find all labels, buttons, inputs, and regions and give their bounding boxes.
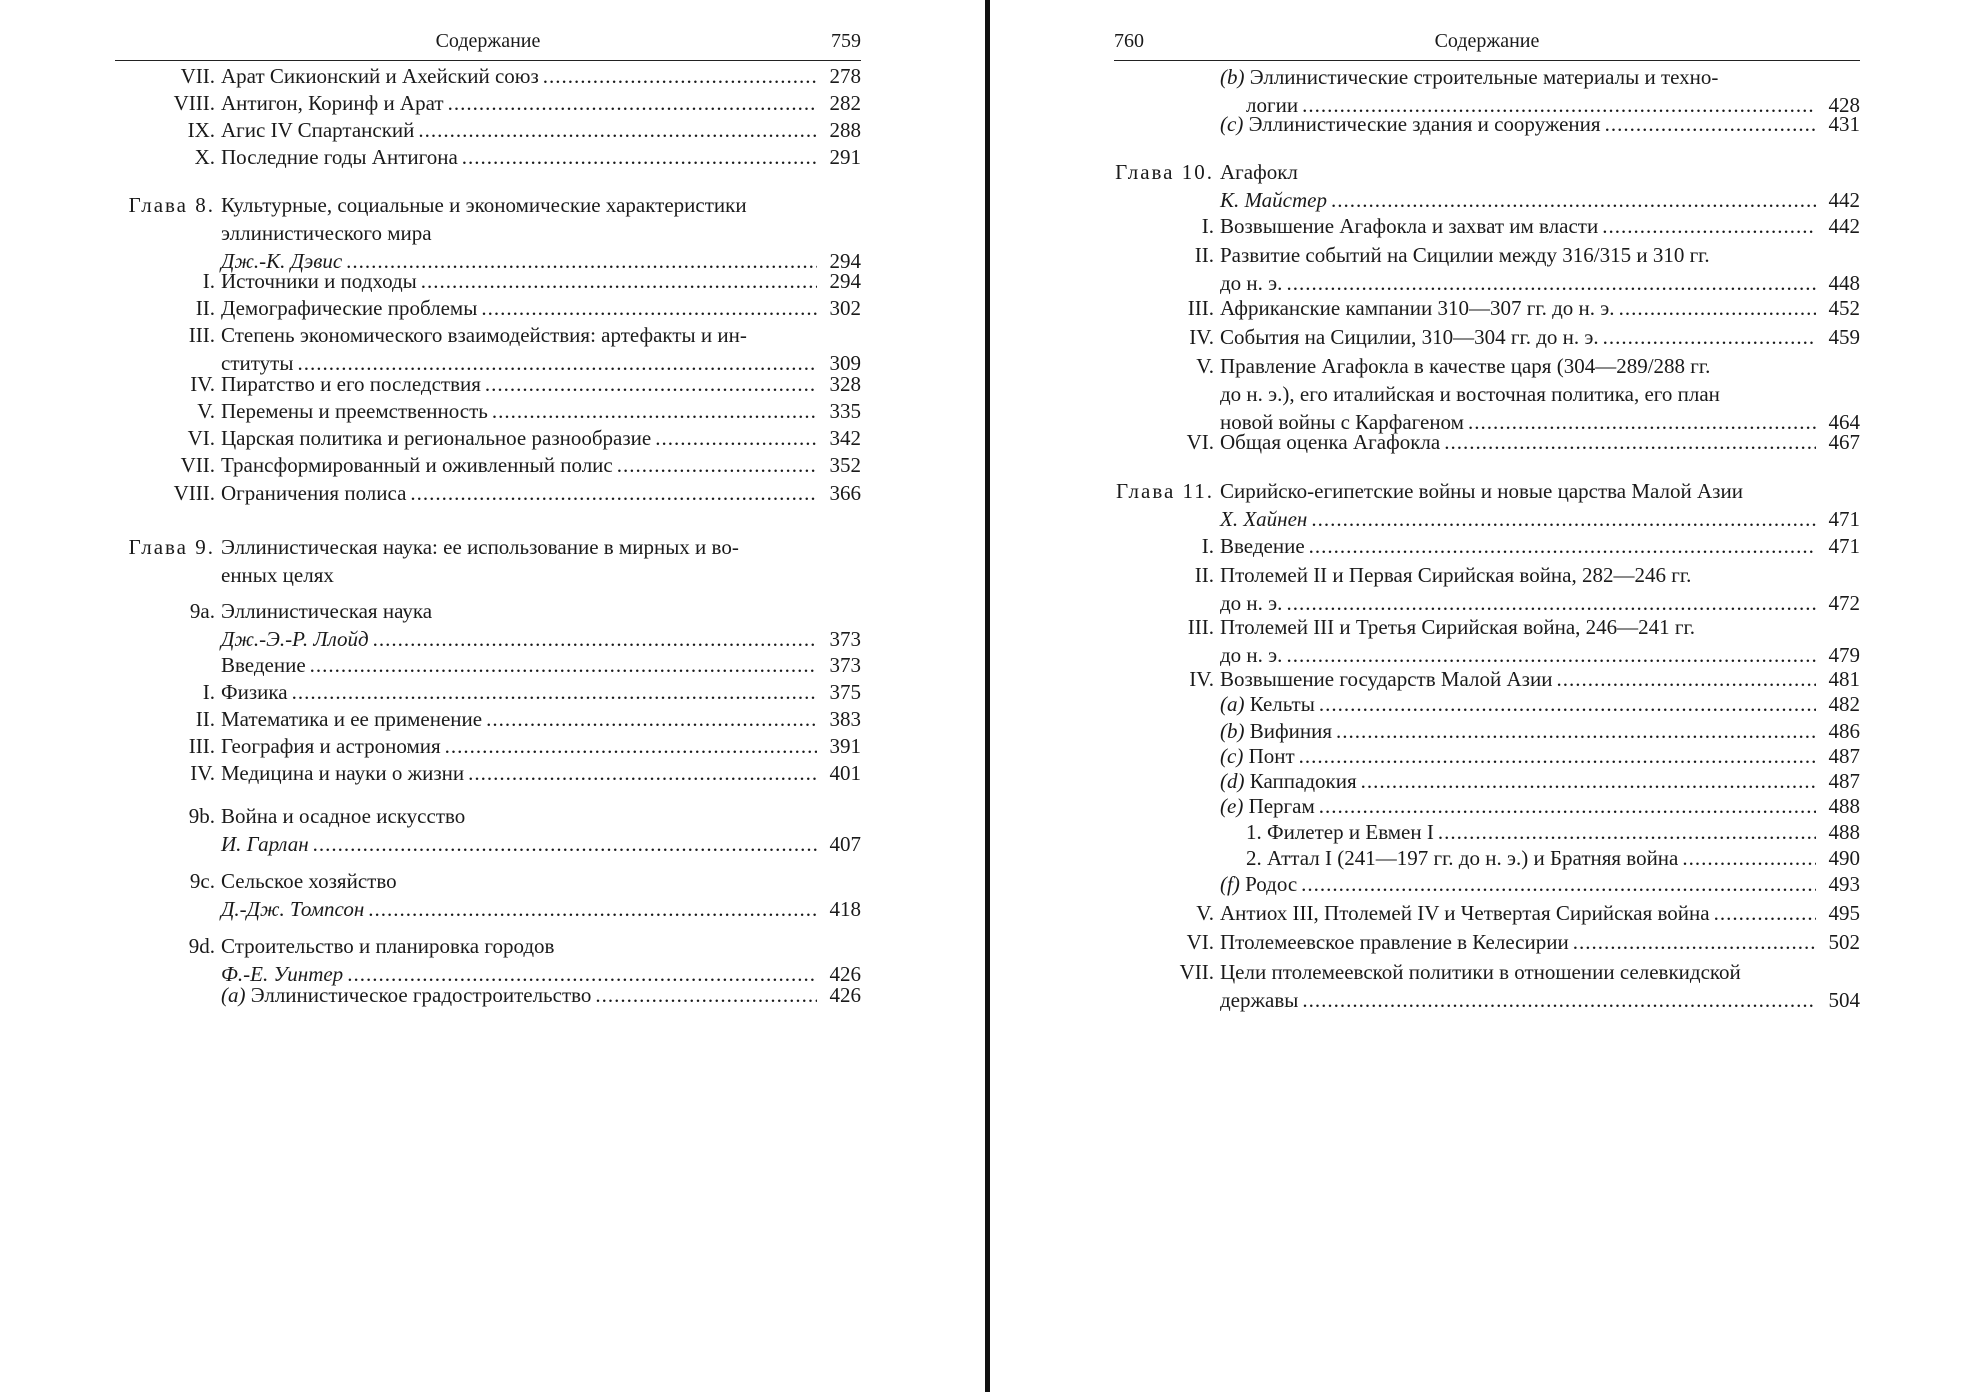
dot-leader <box>1573 928 1816 956</box>
toc-entry-sublabel: (d) <box>1220 769 1245 793</box>
toc-entry-title: эллинистического мира <box>221 221 432 245</box>
toc-entry-title: Антигон, Коринф и Арат <box>221 91 444 115</box>
toc-entry-label: 9c. <box>189 869 215 893</box>
toc-page-number: 442 <box>1828 188 1860 212</box>
toc-entry-title: Источники и подходы <box>221 269 417 293</box>
dot-leader <box>655 424 817 452</box>
toc-entry-title: енных целях <box>221 563 334 587</box>
dot-leader <box>1319 792 1816 820</box>
toc-entry-label: II. <box>195 707 215 731</box>
toc-page-number: 401 <box>829 761 861 785</box>
dot-leader <box>1602 212 1816 240</box>
toc-entry-label: Глава 11. <box>1115 479 1214 503</box>
toc-entry-label: X. <box>194 145 215 169</box>
toc-page-number: 464 <box>1828 410 1860 434</box>
dot-leader <box>1309 532 1816 560</box>
dot-leader <box>617 451 817 479</box>
toc-entry-title: Перемены и преемственность <box>221 399 488 423</box>
toc-entry-label: VI. <box>1186 430 1214 454</box>
dot-leader <box>462 143 817 171</box>
toc-entry-label: VI. <box>187 426 215 450</box>
toc-page-number: 495 <box>1828 901 1860 925</box>
toc-entry-title: (d) Каппадокия <box>1220 769 1357 793</box>
toc-page-number: 471 <box>1828 534 1860 558</box>
toc-page-number: 375 <box>829 680 861 704</box>
dot-leader <box>1444 428 1816 456</box>
toc-entry-label: 9d. <box>188 934 215 958</box>
dot-leader <box>418 116 817 144</box>
toc-entry-label: VIII. <box>173 91 215 115</box>
dot-leader <box>1311 505 1816 533</box>
toc-entry-title: Война и осадное искусство <box>221 804 466 828</box>
toc-entry-title: державы <box>1220 988 1299 1012</box>
dot-leader <box>468 759 817 787</box>
toc-entry-label: III. <box>188 734 215 758</box>
toc-entry-title: Введение <box>1220 534 1305 558</box>
toc-entry-title: Антиох III, Птолемей IV и Четвертая Сирийская война <box>1220 901 1710 925</box>
toc-entry-title: (c) Эллинистические здания и сооружения <box>1220 112 1601 136</box>
toc-page-number: 493 <box>1828 872 1860 896</box>
dot-leader <box>1619 294 1816 322</box>
dot-leader <box>1605 110 1816 138</box>
toc-entry-author: Дж.-К. Дэвис <box>221 249 343 273</box>
toc-page-number: 373 <box>829 627 861 651</box>
toc-page-number: 278 <box>829 64 861 88</box>
toc-entry-label: VII. <box>180 64 215 88</box>
toc-page-number: 294 <box>829 269 861 293</box>
toc-entry-title: логии <box>1246 93 1299 117</box>
toc-entry-author: Дж.-Э.-Р. Ллойд <box>221 627 369 651</box>
toc-entry-title: Пиратство и его последствия <box>221 372 481 396</box>
toc-entry-title: Медицина и науки о жизни <box>221 761 465 785</box>
dot-leader <box>448 89 817 117</box>
toc-entry-sublabel: (a) <box>221 983 246 1007</box>
dot-leader <box>1331 186 1816 214</box>
toc-entry-label: IV. <box>1189 667 1214 691</box>
dot-leader <box>1438 818 1816 846</box>
toc-entry-title: до н. э. <box>1220 643 1283 667</box>
toc-entry-sublabel: (b) <box>1220 65 1245 89</box>
toc-entry-author: Д.-Дж. Томпсон <box>221 897 365 921</box>
toc-page-number: 482 <box>1828 692 1860 716</box>
header-title: Содержание <box>435 30 541 52</box>
dot-leader <box>595 981 817 1009</box>
dot-leader <box>1286 269 1816 297</box>
toc-page-number: 335 <box>829 399 861 423</box>
toc-entry-title: Африканские кампании 310—307 гг. до н. э. <box>1220 296 1615 320</box>
toc-entry-label: I. <box>1201 214 1214 238</box>
toc-entry-title: ституты <box>221 351 294 375</box>
dot-leader <box>1299 742 1816 770</box>
toc-entry-title: Эллинистическая наука <box>221 599 433 623</box>
toc-entry-title: Ограничения полиса <box>221 481 407 505</box>
toc-page-number: 472 <box>1828 591 1860 615</box>
toc-entry-label: IX. <box>187 118 215 142</box>
toc-page-number: 294 <box>829 249 861 273</box>
toc-page-number: 383 <box>829 707 861 731</box>
toc-page-number: 479 <box>1828 643 1860 667</box>
toc-entry-label: V. <box>1196 901 1214 925</box>
dot-leader <box>313 830 817 858</box>
toc-entry-sublabel: (f) <box>1220 872 1240 896</box>
dot-leader <box>445 732 817 760</box>
toc-page-number: 471 <box>1828 507 1860 531</box>
dot-leader <box>368 895 817 923</box>
running-header <box>115 26 861 61</box>
dot-leader <box>1603 323 1816 351</box>
toc-entry-sublabel: (e) <box>1220 794 1244 818</box>
toc-entry-title: Введение <box>221 653 306 677</box>
header-title: Содержание <box>1434 30 1540 52</box>
toc-page-number: 282 <box>829 91 861 115</box>
toc-page-number: 428 <box>1828 93 1860 117</box>
dot-leader <box>410 479 817 507</box>
toc-page-number: 352 <box>829 453 861 477</box>
toc-page-number: 373 <box>829 653 861 677</box>
dot-leader <box>485 370 817 398</box>
toc-entry-label: IV. <box>1189 325 1214 349</box>
toc-entry-title: Правление Агафокла в качестве царя (304—289/288 гг. <box>1220 354 1711 378</box>
dot-leader <box>481 294 817 322</box>
toc-entry-title: до н. э. <box>1220 591 1283 615</box>
toc-entry-title: Развитие событий на Сицилии между 316/315 и 310 гг. <box>1220 243 1710 267</box>
toc-entry-label: 9a. <box>189 599 215 623</box>
toc-entry-title: (c) Понт <box>1220 744 1295 768</box>
toc-entry-title: 2. Аттал I (241—197 гг. до н. э.) и Братняя война <box>1246 846 1679 870</box>
toc-entry-title: Арат Сикионский и Ахейский союз <box>221 64 539 88</box>
toc-entry-title: Физика <box>221 680 288 704</box>
toc-entry-title: Агис IV Спартанский <box>221 118 415 142</box>
toc-page-number: 342 <box>829 426 861 450</box>
toc-entry-sublabel: (b) <box>1220 719 1245 743</box>
toc-page-number: 431 <box>1828 112 1860 136</box>
toc-entry-title: (a) Кельты <box>1220 692 1315 716</box>
toc-page-number: 442 <box>1828 214 1860 238</box>
toc-entry-label: III. <box>1187 615 1214 639</box>
toc-entry-label: II. <box>195 296 215 320</box>
toc-entry-title: Цели птолемеевской политики в отношении селевкидской <box>1220 960 1741 984</box>
toc-page-number: 486 <box>1828 719 1860 743</box>
toc-page-number: 426 <box>829 983 861 1007</box>
toc-page-number: 302 <box>829 296 861 320</box>
toc-page-number: 490 <box>1828 846 1860 870</box>
toc-page-number: 488 <box>1828 794 1860 818</box>
toc-page-number: 288 <box>829 118 861 142</box>
toc-entry-label: III. <box>188 323 215 347</box>
toc-entry-author: И. Гарлан <box>221 832 309 856</box>
toc-entry-label: V. <box>1196 354 1214 378</box>
dot-leader <box>292 678 817 706</box>
toc-entry-title: Культурные, социальные и экономические характеристики <box>221 193 747 217</box>
toc-entry-label: V. <box>197 399 215 423</box>
toc-entry-title: Демографические проблемы <box>221 296 478 320</box>
toc-entry-label: II. <box>1194 563 1214 587</box>
toc-page-number: 504 <box>1828 988 1860 1012</box>
toc-entry-label: I. <box>202 680 215 704</box>
toc-entry-label: Глава 9. <box>128 535 215 559</box>
toc-entry-sublabel: (a) <box>1220 692 1245 716</box>
toc-entry-title: Степень экономического взаимодействия: артефакты и ин- <box>221 323 747 347</box>
toc-page-number: 366 <box>829 481 861 505</box>
toc-entry-label: 9b. <box>188 804 215 828</box>
toc-entry-title: новой войны с Карфагеном <box>1220 410 1464 434</box>
toc-entry-title: Эллинистическая наука: ее использование в мирных и во- <box>221 535 739 559</box>
toc-entry-title: Общая оценка Агафокла <box>1220 430 1441 454</box>
toc-page-number: 487 <box>1828 744 1860 768</box>
dot-leader <box>492 397 817 425</box>
toc-page-number: 502 <box>1828 930 1860 954</box>
toc-entry-title: до н. э.), его италийская и восточная политика, его план <box>1220 382 1720 406</box>
toc-entry-title: Возвышение Агафокла и захват им власти <box>1220 214 1599 238</box>
toc-entry-title: Агафокл <box>1220 160 1298 184</box>
toc-entry-label: II. <box>1194 243 1214 267</box>
toc-page-number: 459 <box>1828 325 1860 349</box>
toc-entry-title: Птолемей II и Первая Сирийская война, 282—246 гг. <box>1220 563 1692 587</box>
toc-page-number: 452 <box>1828 296 1860 320</box>
toc-entry-title: (f) Родос <box>1220 872 1298 896</box>
toc-entry-label: I. <box>1201 534 1214 558</box>
toc-entry-author: Ф.-Е. Уинтер <box>221 962 344 986</box>
toc-entry-title: Птолемеевское правление в Келесирии <box>1220 930 1569 954</box>
toc-entry-label: VII. <box>1179 960 1214 984</box>
toc-entry-title: Последние годы Антигона <box>221 145 458 169</box>
dot-leader <box>543 62 817 90</box>
toc-entry-title: Трансформированный и оживленный полис <box>221 453 613 477</box>
dot-leader <box>486 705 817 733</box>
toc-entry-title: Царская политика и региональное разнообразие <box>221 426 652 450</box>
toc-entry-label: IV. <box>190 372 215 396</box>
toc-page-number: 481 <box>1828 667 1860 691</box>
dot-leader <box>1714 899 1816 927</box>
toc-entry-title: Строительство и планировка городов <box>221 934 555 958</box>
toc-entry-label: IV. <box>190 761 215 785</box>
toc-entry-title: (b) Эллинистические строительные материалы и техно- <box>1220 65 1719 89</box>
dot-leader <box>1556 665 1816 693</box>
toc-page-number: 487 <box>1828 769 1860 793</box>
toc-entry-author: Х. Хайнен <box>1220 507 1308 531</box>
toc-entry-label: III. <box>1187 296 1214 320</box>
toc-page-number: 328 <box>829 372 861 396</box>
toc-entry-label: Глава 10. <box>1115 160 1214 184</box>
dot-leader <box>421 267 817 295</box>
toc-entry-title: Сельское хозяйство <box>221 869 397 893</box>
toc-entry-title: (e) Пергам <box>1220 794 1315 818</box>
toc-entry-sublabel: (c) <box>1220 112 1244 136</box>
toc-entry-title: до н. э. <box>1220 271 1283 295</box>
toc-entry-title: Возвышение государств Малой Азии <box>1220 667 1553 691</box>
toc-entry-title: (a) Эллинистическое градостроительство <box>221 983 592 1007</box>
page-number: 759 <box>831 30 861 52</box>
toc-entry-label: VIII. <box>173 481 215 505</box>
toc-entry-label: VII. <box>180 453 215 477</box>
toc-entry-title: 1. Филетер и Евмен I <box>1246 820 1434 844</box>
toc-entry-title: Сирийско-египетские войны и новые царства Малой Азии <box>1220 479 1743 503</box>
toc-entry-title: (b) Вифиния <box>1220 719 1332 743</box>
toc-entry-label: VI. <box>1186 930 1214 954</box>
toc-entry-title: География и астрономия <box>221 734 441 758</box>
toc-entry-title: Птолемей III и Третья Сирийская война, 246—241 гг. <box>1220 615 1696 639</box>
toc-page-number: 418 <box>829 897 861 921</box>
dot-leader <box>1682 844 1816 872</box>
toc-entry-label: I. <box>202 269 215 293</box>
toc-entry-title: Математика и ее применение <box>221 707 483 731</box>
toc-page-number: 291 <box>829 145 861 169</box>
dot-leader <box>1336 717 1816 745</box>
page-number: 760 <box>1114 30 1144 52</box>
right-page <box>990 0 1975 1392</box>
toc-page-number: 488 <box>1828 820 1860 844</box>
dot-leader <box>310 651 817 679</box>
dot-leader <box>1319 690 1816 718</box>
toc-entry-author: К. Майстер <box>1220 188 1327 212</box>
toc-entry-title: События на Сицилии, 310—304 гг. до н. э. <box>1220 325 1599 349</box>
dot-leader <box>373 625 817 653</box>
toc-page-number: 309 <box>829 351 861 375</box>
toc-page-number: 407 <box>829 832 861 856</box>
toc-entry-label: Глава 8. <box>128 193 215 217</box>
dot-leader <box>1302 986 1816 1014</box>
toc-page-number: 467 <box>1828 430 1860 454</box>
toc-page-number: 448 <box>1828 271 1860 295</box>
left-page <box>0 0 985 1392</box>
toc-page-number: 426 <box>829 962 861 986</box>
toc-entry-sublabel: (c) <box>1220 744 1244 768</box>
dot-leader <box>1361 767 1816 795</box>
running-header <box>1114 26 1860 61</box>
dot-leader <box>1301 870 1816 898</box>
toc-page-number: 391 <box>829 734 861 758</box>
